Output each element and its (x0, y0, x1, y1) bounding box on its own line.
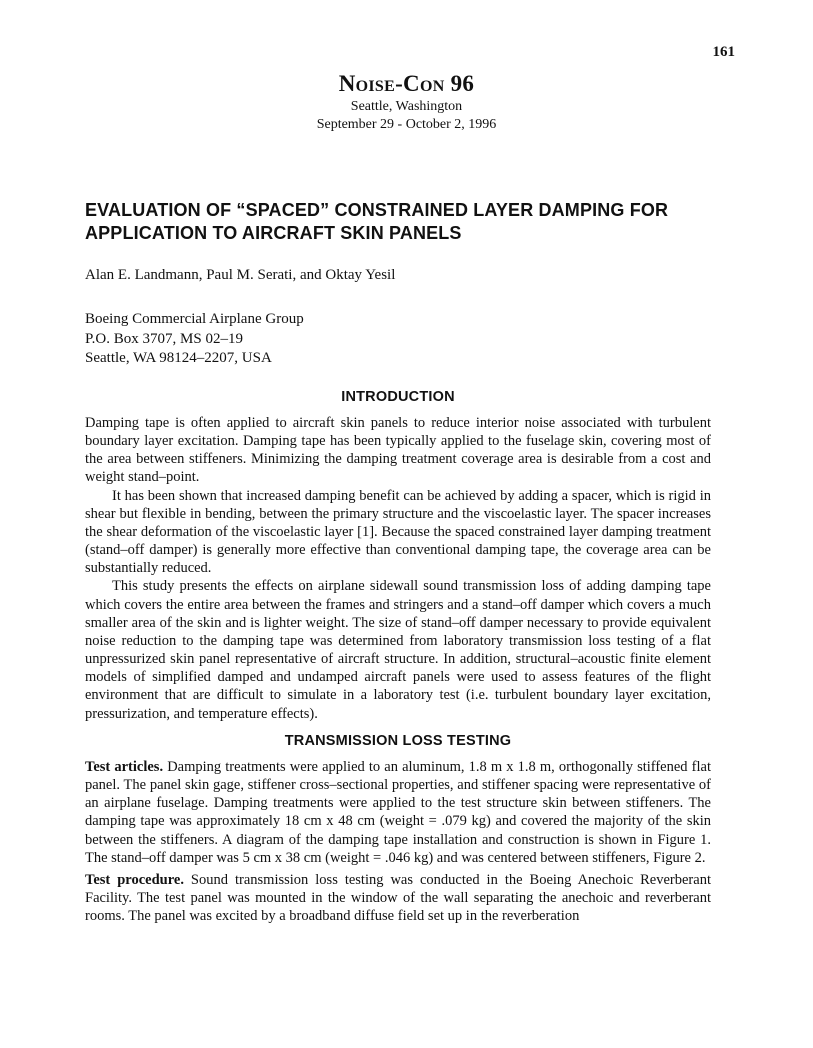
introduction-body (85, 414, 711, 723)
section-heading-introduction: INTRODUCTION (341, 389, 455, 405)
paragraph: Damping tape is often applied to aircraft skin panels to reduce interior noise associated with turbulent boundary layer excitation. Damping tape has been typically applied to the fuselage skin, covering most of the area between stiffeners. Minimizing the damping treatment coverage area is desirable from a cost and weight stand–point. (85, 415, 711, 486)
affiliation-block (85, 310, 304, 369)
conference-header (0, 70, 813, 134)
affiliation-organization: Boeing Commercial Airplane Group (85, 311, 304, 327)
page-number: 161 (712, 44, 735, 60)
paragraph-text: Damping treatments were applied to an aluminum, 1.8 m x 1.8 m, orthogonally stiffened flat panel. The panel skin gage, stiffener cross–sectional properties, and stiffener spacing were representative of an airplane fuselage. Damping treatments were applied to the test structure skin between stiffeners. The damping tape was approximately 18 cm x 48 cm (weight = .079 kg) and covered the majority of the skin between the stiffeners. A diagram of the damping tape installation and construction is shown in Figure 1. The stand–off damper was 5 cm x 38 cm (weight = .046 kg) and was centered between stiffeners, Figure 2. (85, 759, 711, 866)
paragraph-test-articles (85, 758, 711, 867)
paragraph-test-procedure (85, 871, 711, 925)
paragraph: This study presents the effects on airplane sidewall sound transmission loss of adding damping tape which covers the entire area between the frames and stringers and a stand–off damper which covers a much smaller area of the skin and is lighter weight. The size of stand–off damper necessary to provide equivalent noise reduction to the damping tape was determined from laboratory transmission loss testing of a flat unpressurized skin panel representative of aircraft structure. In addition, structural–acoustic finite element models of simplified damped and undamped aircraft panels were used to assess features of the flight environment that are difficult to simulate in a laboratory test (i.e. turbulent boundary layer excitation, pressurization, and temperature effects). (85, 578, 711, 722)
run-in-heading: Test procedure. (85, 871, 184, 888)
paragraph: It has been shown that increased damping benefit can be achieved by adding a spacer, which is rigid in shear but flexible in bending, between the primary structure and the viscoelastic layer. The spacer increases the shear deformation of the viscoelastic layer [1]. Because the spaced constrained layer damping treatment (stand–off damper) is generally more effective than conventional damping tape, the coverage area can be substantially reduced. (85, 487, 711, 577)
paper-title: EVALUATION OF “SPACED” CONSTRAINED LAYER DAMPING FOR APPLICATION TO AIRCRAFT SKIN PANELS (85, 200, 669, 243)
conference-name: Noise-Con 96 (338, 71, 475, 96)
affiliation-city: Seattle, WA 98124–2207, USA (85, 350, 272, 366)
run-in-heading: Test articles. (85, 759, 164, 775)
transmission-loss-body (85, 758, 711, 925)
affiliation-address: P.O. Box 3707, MS 02–19 (85, 330, 243, 347)
conference-dates: September 29 - October 2, 1996 (316, 117, 497, 132)
paper-authors: Alan E. Landmann, Paul M. Serati, and Oktay Yesil (85, 267, 396, 283)
conference-location: Seattle, Washington (350, 99, 463, 114)
paragraph-text: Sound transmission loss testing was conducted in the Boeing Anechoic Reverberant Facility. The test panel was mounted in the window of the wall separating the anechoic and reverberant rooms. The panel was excited by a broadband diffuse field set up in the reverberation (85, 871, 711, 925)
section-heading-transmission-loss: TRANSMISSION LOSS TESTING (284, 733, 512, 749)
